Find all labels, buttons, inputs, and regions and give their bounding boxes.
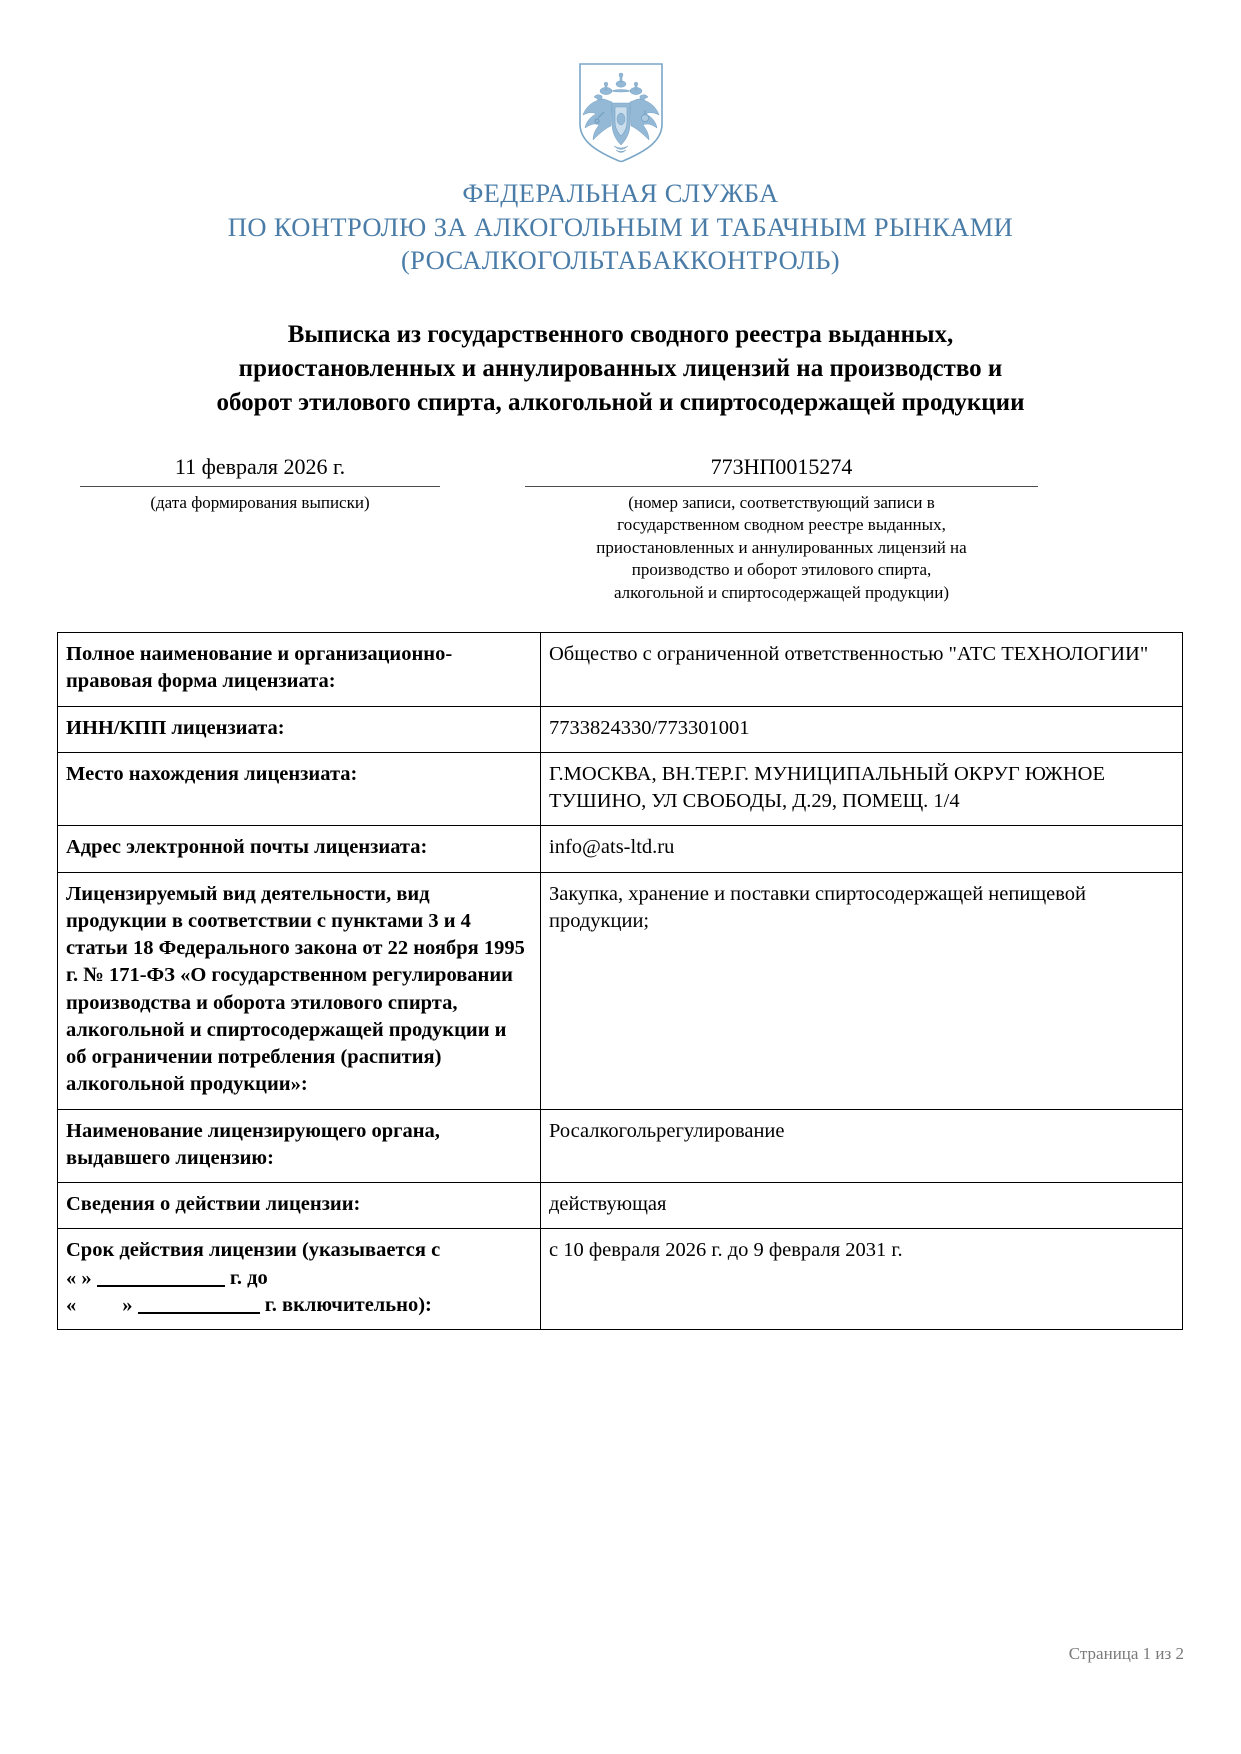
row-value-address: Г.МОСКВА, ВН.ТЕР.Г. МУНИЦИПАЛЬНЫЙ ОКРУГ ЮЖНОЕ ТУШИНО, УЛ СВОБОДЫ, Д.29, ПОМЕЩ. 1/4 <box>541 752 1183 826</box>
record-number-value: 773НП0015274 <box>710 453 853 479</box>
table-row <box>58 1183 1183 1229</box>
license-period-label-part-2: « » <box>66 1266 92 1289</box>
registry-table <box>57 632 1183 1330</box>
row-value-license-period: с 10 февраля 2026 г. до 9 февраля 2031 г. <box>541 1229 1183 1330</box>
license-period-label-part-1: Срок действия лицензии (указывается с <box>66 1239 441 1262</box>
row-label-license-status: Сведения о действии лицензии: <box>58 1183 541 1229</box>
row-label-license-period <box>58 1229 541 1330</box>
table-row <box>58 706 1183 752</box>
row-value-activity-type: Закупка, хранение и поставки спиртосодержащей непищевой продукции; <box>541 872 1183 1109</box>
table-row <box>58 1109 1183 1183</box>
record-number-caption <box>525 487 1038 604</box>
emblem-container <box>0 0 1241 171</box>
row-value-email: info@ats-ltd.ru <box>541 826 1183 872</box>
meta-row <box>0 454 1241 624</box>
row-value-license-status: действующая <box>541 1183 1183 1229</box>
license-period-label-part-3: г. до <box>229 1266 268 1289</box>
formation-date-value: 11 февраля 2026 г. <box>174 453 346 479</box>
row-value-licensing-authority: Росалкогольрегулирование <box>541 1109 1183 1183</box>
license-period-blank-from <box>97 1285 225 1287</box>
org-title-line-1: ФЕДЕРАЛЬНАЯ СЛУЖБА <box>462 178 779 208</box>
row-value-full-name: Общество с ограниченной ответственностью "АТС ТЕХНОЛОГИИ" <box>541 633 1183 707</box>
row-label-inn-kpp: ИНН/КПП лицензиата: <box>58 706 541 752</box>
license-period-label-part-4: « <box>66 1293 77 1316</box>
organization-title <box>0 177 1241 278</box>
record-number-block <box>525 454 1038 604</box>
page-footer: Страница 1 из 2 <box>1068 1644 1184 1663</box>
row-label-address: Место нахождения лицензиата: <box>58 752 541 826</box>
record-number-caption-line-5: алкогольной и спиртосодержащей продукции) <box>613 582 950 602</box>
document-title-line-3: оборот этилового спирта, алкогольной и спиртосодержащей продукции <box>216 388 1025 416</box>
record-number-caption-line-2: государственном сводном реестре выданных, <box>617 515 946 535</box>
org-title-line-3: (РОСАЛКОГОЛЬТАБАККОНТРОЛЬ) <box>400 245 841 276</box>
license-period-label-part-6: г. включительно): <box>264 1293 432 1316</box>
row-label-email: Адрес электронной почты лицензиата: <box>58 826 541 872</box>
table-row <box>58 872 1183 1109</box>
formation-date-block <box>80 454 440 514</box>
org-title-line-2: ПО КОНТРОЛЮ ЗА АЛКОГОЛЬНЫМ И ТАБАЧНЫМ РЫНКАМИ <box>227 211 1014 242</box>
record-number-caption-line-3: приостановленных и аннулированных лицензий на <box>596 537 967 557</box>
table-row <box>58 1229 1183 1330</box>
document-title-line-2: приостановленных и аннулированных лицензий на производство и <box>238 354 1003 382</box>
row-label-activity-type: Лицензируемый вид деятельности, вид продукции в соответствии с пунктами 3 и 4 статьи 18 Федерального закона от 22 ноября 1995 г. № 171-ФЗ «О государственном регулировании производства и оборота этилового спирта, алкогольной и спиртосодержащей продукции и об ограничении потребления (распития) алкогольной продукции»: <box>58 872 541 1109</box>
license-period-label-part-5: » <box>122 1293 133 1316</box>
table-row <box>58 633 1183 707</box>
document-title <box>171 318 1071 420</box>
row-label-full-name: Полное наименование и организационно-правовая форма лицензиата: <box>58 633 541 707</box>
formation-date-caption: (дата формирования выписки) <box>150 492 370 512</box>
record-number-caption-line-1: (номер записи, соответствующий записи в <box>628 492 935 512</box>
table-row <box>58 826 1183 872</box>
row-value-inn-kpp: 7733824330/773301001 <box>541 706 1183 752</box>
row-label-licensing-authority: Наименование лицензирующего органа, выдавшего лицензию: <box>58 1109 541 1183</box>
license-period-blank-to <box>138 1312 260 1314</box>
record-number-caption-line-4: производство и оборот этилового спирта, <box>631 560 932 580</box>
russian-coat-of-arms-icon <box>578 62 664 166</box>
table-row <box>58 752 1183 826</box>
document-title-line-1: Выписка из государственного сводного реестра выданных, <box>287 320 954 348</box>
